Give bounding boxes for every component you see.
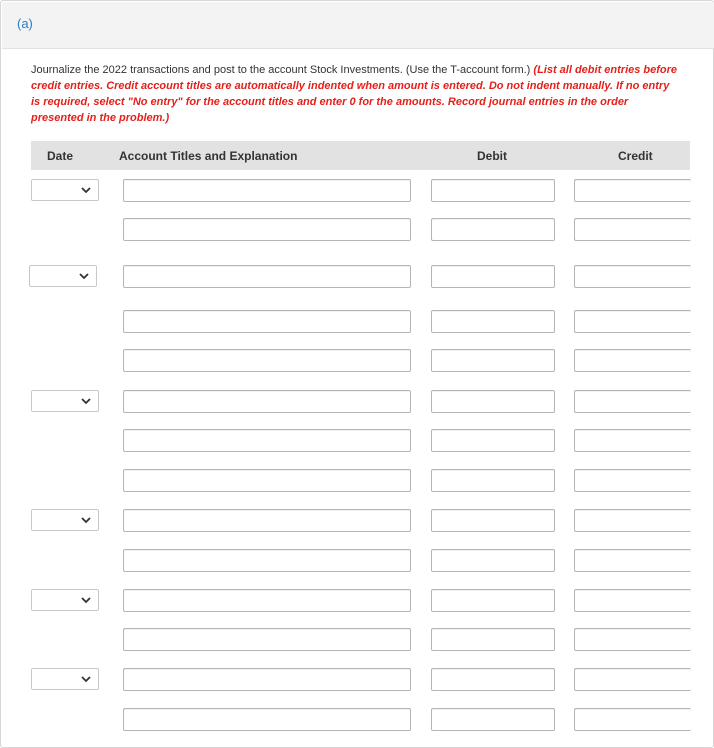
chevron-down-icon xyxy=(80,673,92,685)
account-input-2[interactable] xyxy=(123,218,411,241)
account-input-5[interactable] xyxy=(123,349,411,372)
debit-input-2[interactable] xyxy=(431,218,555,241)
date-select-3[interactable] xyxy=(31,390,99,412)
debit-input-3[interactable] xyxy=(431,265,555,288)
credit-input-12[interactable] xyxy=(574,628,691,651)
header-date: Date xyxy=(47,149,74,163)
date-select-5[interactable] xyxy=(31,589,99,611)
instructions-text: Journalize the 2022 transactions and post to the account Stock Investments. (Use the T-account form.) xyxy=(31,64,531,76)
chevron-down-icon xyxy=(78,270,90,282)
date-select-2[interactable] xyxy=(29,265,97,287)
debit-input-1[interactable] xyxy=(431,179,555,202)
credit-input-2[interactable] xyxy=(574,218,691,241)
table-header xyxy=(31,141,690,170)
account-input-10[interactable] xyxy=(123,549,411,572)
header-debit: Debit xyxy=(477,149,507,163)
debit-input-11[interactable] xyxy=(431,589,555,612)
chevron-down-icon xyxy=(80,395,92,407)
debit-input-9[interactable] xyxy=(431,509,555,532)
header-account: Account Titles and Explanation xyxy=(119,149,298,163)
credit-input-11[interactable] xyxy=(574,589,691,612)
credit-input-10[interactable] xyxy=(574,549,691,572)
account-input-12[interactable] xyxy=(123,628,411,651)
chevron-down-icon xyxy=(80,184,92,196)
part-header xyxy=(2,2,714,49)
account-input-8[interactable] xyxy=(123,469,411,492)
account-input-9[interactable] xyxy=(123,509,411,532)
debit-input-8[interactable] xyxy=(431,469,555,492)
debit-input-4[interactable] xyxy=(431,310,555,333)
date-select-6[interactable] xyxy=(31,668,99,690)
credit-input-5[interactable] xyxy=(574,349,691,372)
debit-input-6[interactable] xyxy=(431,390,555,413)
debit-input-10[interactable] xyxy=(431,549,555,572)
credit-input-14[interactable] xyxy=(574,708,691,731)
part-label: (a) xyxy=(17,16,33,31)
credit-input-9[interactable] xyxy=(574,509,691,532)
debit-input-12[interactable] xyxy=(431,628,555,651)
credit-input-4[interactable] xyxy=(574,310,691,333)
credit-input-3[interactable] xyxy=(574,265,691,288)
credit-input-13[interactable] xyxy=(574,668,691,691)
account-input-4[interactable] xyxy=(123,310,411,333)
debit-input-14[interactable] xyxy=(431,708,555,731)
debit-input-5[interactable] xyxy=(431,349,555,372)
debit-input-13[interactable] xyxy=(431,668,555,691)
date-select-1[interactable] xyxy=(31,179,99,201)
date-select-4[interactable] xyxy=(31,509,99,531)
credit-input-7[interactable] xyxy=(574,429,691,452)
instructions-note: (List all debit entries before credit entries. Credit account titles are automatically indented when amount is entered. Do not indent manually. If no entry is required, select "No entry" for the account titles and enter 0 for the amounts. Record journal entries in the order presented in the problem.) xyxy=(31,64,678,124)
account-input-6[interactable] xyxy=(123,390,411,413)
account-input-3[interactable] xyxy=(123,265,411,288)
debit-input-7[interactable] xyxy=(431,429,555,452)
credit-input-8[interactable] xyxy=(574,469,691,492)
chevron-down-icon xyxy=(80,594,92,606)
instructions xyxy=(31,62,681,126)
chevron-down-icon xyxy=(80,514,92,526)
account-input-1[interactable] xyxy=(123,179,411,202)
account-input-13[interactable] xyxy=(123,668,411,691)
credit-input-6[interactable] xyxy=(574,390,691,413)
header-credit: Credit xyxy=(618,149,653,163)
account-input-14[interactable] xyxy=(123,708,411,731)
credit-input-1[interactable] xyxy=(574,179,691,202)
account-input-11[interactable] xyxy=(123,589,411,612)
account-input-7[interactable] xyxy=(123,429,411,452)
